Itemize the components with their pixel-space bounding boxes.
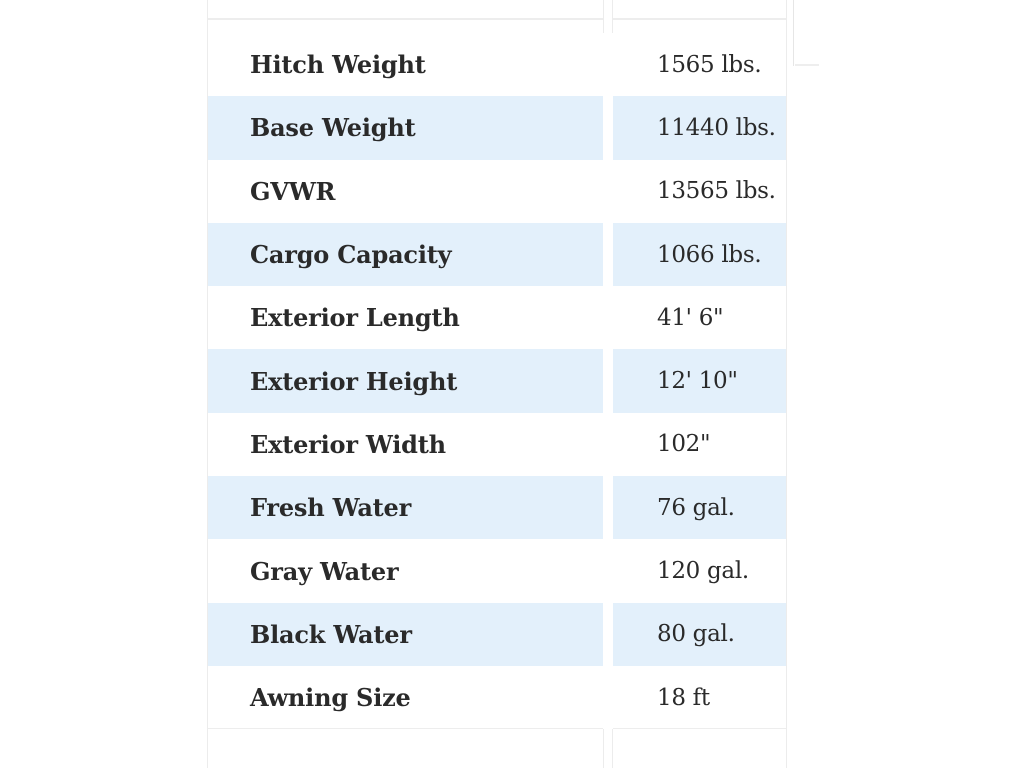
footer-divider-right: [613, 728, 786, 729]
spec-label: Gray Water: [250, 556, 399, 586]
spec-row-exterior-height: [208, 349, 786, 412]
specs-table: [208, 33, 786, 729]
spec-row-awning-size: [208, 666, 786, 729]
spec-row-gvwr: [208, 160, 786, 223]
footer-divider-left: [208, 728, 603, 729]
header-divider-left: [208, 18, 603, 20]
spec-label: Fresh Water: [208, 476, 603, 539]
spec-row-hitch-weight: [208, 33, 786, 96]
spec-value: 1066 lbs.: [613, 223, 786, 286]
spec-row-exterior-width: [208, 413, 786, 476]
spec-label: GVWR: [250, 176, 336, 206]
spec-value: 1565 lbs.: [657, 51, 762, 78]
spec-value: 102": [657, 431, 711, 458]
spec-label: Cargo Capacity: [208, 223, 603, 286]
spec-value: 41' 6": [657, 304, 724, 331]
spec-value: 11440 lbs.: [613, 96, 786, 159]
spec-label: Base Weight: [208, 96, 603, 159]
spec-value: 76 gal.: [613, 476, 786, 539]
spec-label: Hitch Weight: [250, 50, 426, 80]
spec-label: Black Water: [208, 603, 603, 666]
spec-value: 13565 lbs.: [657, 178, 776, 205]
side-panel-bottom-edge: [795, 64, 819, 66]
spec-label: Awning Size: [250, 683, 411, 713]
spec-row-black-water: [208, 603, 786, 666]
header-divider-right: [613, 18, 786, 20]
spec-row-gray-water: [208, 539, 786, 602]
spec-value: 80 gal.: [613, 603, 786, 666]
spec-label: Exterior Width: [250, 429, 446, 459]
spec-row-cargo-capacity: [208, 223, 786, 286]
spec-row-fresh-water: [208, 476, 786, 539]
spec-value: 12' 10": [613, 349, 786, 412]
spec-label: Exterior Length: [250, 303, 460, 333]
spec-value: 120 gal.: [657, 558, 749, 585]
spec-row-base-weight: [208, 96, 786, 159]
spec-row-exterior-length: [208, 286, 786, 349]
spec-value: 18 ft: [657, 684, 710, 711]
spec-label: Exterior Height: [208, 349, 603, 412]
side-panel-edge: [793, 0, 794, 66]
